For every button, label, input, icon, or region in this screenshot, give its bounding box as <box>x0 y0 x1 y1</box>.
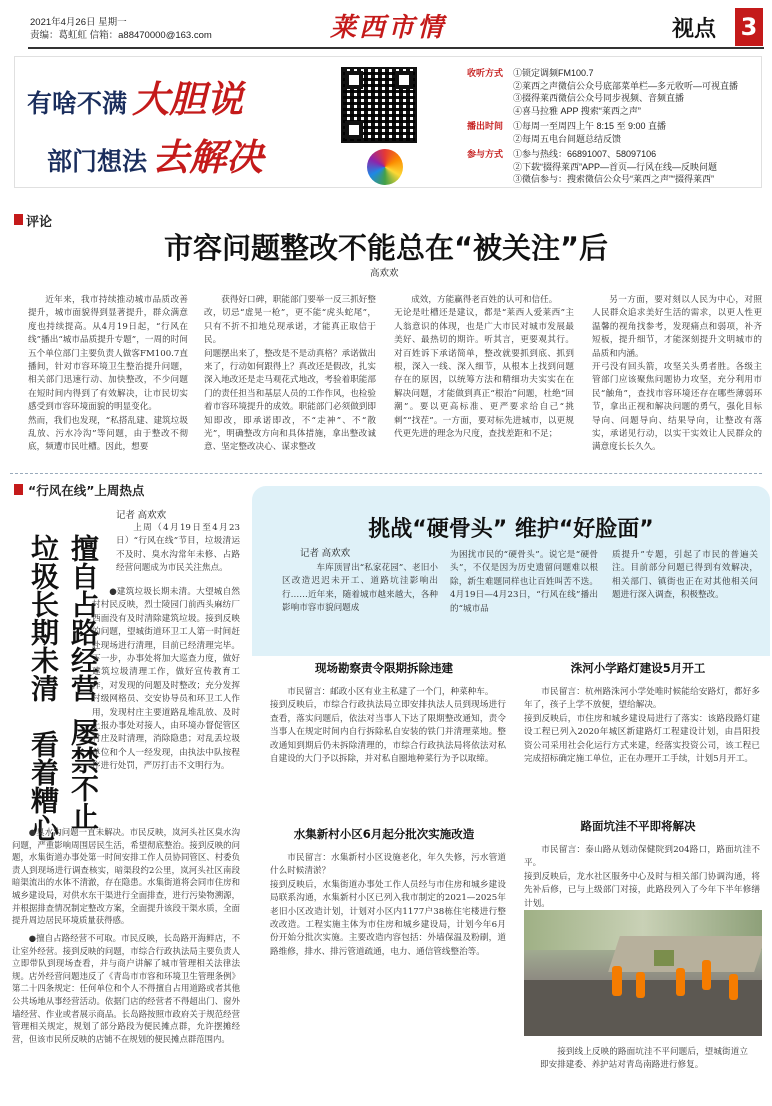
commentary-tag-marker <box>14 214 23 225</box>
join-label: 参与方式 <box>467 149 504 159</box>
join-item: ①参与热线：66891007、58097106 <box>513 149 657 159</box>
page-number: 3 <box>735 8 763 46</box>
commentary-col-2: 获得好口碑，职能部门要举一反三抓好整改，切忌“虚晃一枪”，更不能“虎头蛇尾”，只有不折不扣地兑现承诺，才能真正取信于民。 问题摆出来了，整改是不是动真格？承诺做出来了，行动如何跟得上？真改还是假改，扎实深入地改还是走马观花式地改，考验着职能部门的责任担当和基层人员的工作作风，也检验着市容环境提升的成效。职能部门必须做到即知即改，即承诺即改，不“走神”、不“散光”，明确整改方向和具体措施，拿出整改诚意、坚定整改决心、谋求整改 <box>204 295 376 453</box>
banner <box>14 56 762 188</box>
listen-item: ④喜马拉雅 APP 搜索“莱西之声” <box>513 105 641 116</box>
commentary-author: 高欢欢 <box>370 268 399 279</box>
issue-date: 2021年4月26日 星期一 <box>30 17 127 28</box>
join-item: ③微信参与：搜索微信公众号“莱西之声”“掇得莱西” <box>513 174 714 184</box>
time-list <box>513 120 763 145</box>
hot-item-2: ●臭水沟问题一直未解决。市民反映，岚河头社区臭水沟问题，严重影响周围居民生活，希望彻底整治。接到反映的问题，水集街道办事处第一时间安排工作人员协同管区、村委负责人到现场进行调查核实，暗渠段约2公里，岚河头社区南段暗渠流出的水体不清澈，存在隐患。水集街道将会同市住房和城乡建设局，对供水东干渠进行全面排查，进行污染物溯源，并根据排查情况制定整改方案，全面提升该段干渠水质，全面提升周边居民环境质量获得感。 <box>12 827 240 926</box>
story-2-title: 水集新村小区6月起分批次实施改造 <box>293 827 475 841</box>
feature-lead-1 <box>282 562 438 616</box>
join-item: ②下载“掇得莱西”APP—首页—行风在线—反映问题 <box>513 161 718 172</box>
feature-title: 挑战“硬骨头” 维护“好脸面” <box>368 517 654 542</box>
story-1-title: 现场勘察责令限期拆除违建 <box>315 661 453 675</box>
commentary-col-3: 成效，方能赢得老百姓的认可和信任。 无论是吐槽还是建议，都是“莱西人爱莱西”主人翁意识的体现，也是广大市民对城市发展最美好、最热切的期许。听其言，更要观其行。对百姓诉下承诺简单，整改就要抓到底、抓到根，深入一线、深入细节，从根本上找到问题存在的原因，以统筹方法和精细功夫实实在在解决问题，才能做到真正“根治”问题，杜绝“回潮”。要以更高标准、更严要求给自己“挑刺”“找茬”。一方面，要对标先进城市，以更规代更先进的理念为尺度，查找差距和不足； <box>394 295 574 440</box>
hot-tag-marker <box>14 484 23 495</box>
vertical-title-4: 看着糟心 <box>27 730 60 842</box>
section-divider <box>10 473 762 474</box>
editor-line: 责编：葛虹虹 信箱：a88470000@163.com <box>30 30 212 41</box>
road-repair-photo <box>524 910 762 1036</box>
vertical-title-3: 垃圾长期未清 <box>27 534 60 702</box>
time-label: 播出时间 <box>467 121 504 131</box>
listen-item: ①锁定调频FM100.7 <box>513 68 594 78</box>
section-name: 视点 <box>672 17 717 42</box>
feature-lead-1-text: 车库顶冒出“私家花园”、老旧小区改造迟迟未开工、道路坑洼影响出行……近年来，随着城市越来越大，各种影响市容市貌问题成 <box>282 563 438 614</box>
slogan-1b: 大胆说 <box>132 77 244 121</box>
commentary-col-1: 近年来，我市持续推动城市品质改善提升，城市面貌得到显著提升，群众满意度也持续提高。从4月19日起，“行风在线”播出“城市品质提升专题”，一周的时间五个单位部门主要负责人做客FM100.7直播间，针对市容环境卫生整治提升问题，相关部门迅速行动、加快整改，不少问题在短时间内得到了有效解决，让市民切实感受到市容环境面貌的明显变化。 然而，我们也发现，“私搭乱建、建筑垃圾乱放、污水冷沟”等问题，由于整改不彻底，频遭市民吐槽。因此，想要 <box>28 295 188 453</box>
feature-lead-3: 质提升”专题，引起了市民的普遍关注。目前部分问题已得到有效解决，相关部门、镇街也正在对其他相关问题进行深入调查，积极整改。 <box>612 550 758 601</box>
commentary-title: 市容问题整改不能总在“被关注”后 <box>163 231 609 265</box>
header-rule <box>28 47 764 49</box>
story-3-title: 洙河小学路灯建设5月开工 <box>570 661 706 675</box>
hot-item-1: ●建筑垃圾长期未清。大望城自然村村民反映，烈士陵园门前西头麻纺厂西面没有及时清除建筑垃圾。接到反映的问题，望城街道环卫工人第一时间赶赴现场进行清理，目前已经清理完毕。下一步，办事处将加大巡查力度，做好建筑垃圾清理工作，做好宣传教育工作，对发现的问题及时整改；充分发挥村级网格员、交安协导员和环卫工人作用，发现村庄主要道路乱堆乱放、及时上报办事处对接人，由环境办督促管区村庄及时清理，消除隐患；对乱丢垃圾单位和个人一经发现，由执法中队按程序进行处罚，严厉打击不文明行为。 <box>92 587 240 772</box>
time-item: ②每周五电台间题总结反馈 <box>513 133 622 144</box>
commentary-col-4: 另一方面，要对刻以人民为中心，对照人民群众追求美好生活的需求，以更人性更温馨的视角找参考，发现痛点和弱项，补齐短板，提升细节，才能深刻提升文明城市的品质和内涵。 开弓没有回头箭，攻坚关头勇者胜。各级主管部门应该聚焦问题协力攻坚，充分利用市民“触角”，查找市容环境还存在哪些薄弱环节，拿出正视和解决问题的勇气，强化目标导向、问题导向、结果导向，让整改有落实，承诺见行动，以实干实效让人民群众的满意度长长久久。 <box>592 295 762 453</box>
join-list <box>513 148 763 186</box>
story-2-text: 市民留言：水集新村小区设施老化，年久失修，污水管道什么时候清淤？ 接到反映后，水集街道办事处工作人员经与市住房和城乡建设局联系沟通，水集新村小区已列入我市制定的2021—2025年老旧小区改造计划，计划对小区内1177户38栋住宅楼进行整改改造。工程实施主体为市住房和城乡建设局，计划今年6月份开始分批次实施。主要改造内容包括：外墙保温及粉刷，道路维修，排水、排污管道疏通，电力、通信管线整治等。 <box>270 853 506 957</box>
listen-item: ②莱西之声微信公众号底部菜单栏—多元收听—可视直播 <box>513 80 739 91</box>
slogan-2b: 去解决 <box>152 135 264 179</box>
hot-author: 记者 高欢欢 <box>116 510 167 521</box>
listen-item: ③掇得莱西微信公众号同步视频、音频直播 <box>513 93 685 103</box>
radio-logo-icon <box>367 149 403 185</box>
hot-item-3: ●擅自占路经营不可取。市民反映，长岛路开海鲜店，不让室外经营。接到反映的问题，市综合行政执法局主要负责人立即带队到现场查看，并与商户讲解了城市管理相关法律法规。店外经营问题违反了《青岛市市容和环境卫生管理条例》第二十四条规定：任何单位和个人不得擅自占用道路或者其他公共场地从事经营活动。依据门店的经营者不得超出门、窗外墙经营、作业或者展示商品。长岛路按照市政府关于规范经营管理相关规定，规划了部分路段为便民摊点群，允许摆摊经营，但该市民所反映的店铺不在规划的便民摊点群范围内。 <box>12 933 240 1044</box>
hot-intro: 上周（4月19日至4月23日）“行风在线”节目，垃圾清运不及时、臭水沟常年未修、占路经营问题成为市民关注焦点。 <box>116 523 240 574</box>
listen-label: 收听方式 <box>467 68 504 78</box>
story-3-text: 市民留言：杭州路洙河小学处唯时候能给安路灯，都好多年了，孩子上学不放便，望给解决。 接到反映后，市住房和城乡建设局进行了落实：该路段路灯建设工程已列入2020年城区新建路灯工程建设计划，由昌阳投资公司采用社会化运行方式来建，经落实投资公司，该工程已完成招标确定施工单位，正在办理开工手续，计划5月开工。 <box>524 687 760 765</box>
story-1-text: 市民留言：邮政小区有业主私建了一个门，种菜种车。 接到反映后，市综合行政执法局立即安排执法人员到现场进行查看，落实问题后，依法对当事人下达了限期整改通知，责令当事人在规定时间内自行拆除私自安装的铁门并清理菜地。整改通知到期后仍未拆除清理的，市综合行政执法局将依法对私自建设的大门予以拆除，并对私自圈地种菜行为予以取缔。 <box>270 687 506 765</box>
listen-list <box>513 67 763 117</box>
masthead-logo: 莱西市情 <box>330 13 447 43</box>
feature-author: 记者 高欢欢 <box>300 548 351 559</box>
feature-lead-2: 为困扰市民的“硬骨头”。说它是“硬骨头”，不仅是因为历史遗留问题难以根除，新生难题同样也让百姓叫苦不迭。4月19日—4月23日，“行风在线”播出的“城市品 <box>450 550 598 614</box>
slogan-line-2 <box>47 127 263 181</box>
commentary-tag: 评论 <box>26 215 53 230</box>
photo-caption: 接到线上反映的路面坑洼不平问题后，望城街道立即安排建委、养护站对青岛南路进行修复。 <box>540 1047 748 1071</box>
time-item: ①每周一至周四上午 8:15 至 9:00 直播 <box>513 121 667 131</box>
story-4-text: 市民留言：泰山路从划动保健院到204路口，路面坑洼不平。 接到反映后，龙水社区服务中心及时与相关部门协调沟通，将先补后修，已与上级部门对接，此路段列入了今年下半年修缮计划。 <box>524 845 760 909</box>
qr-code-icon <box>341 67 417 143</box>
story-4-title: 路面坑洼不平即将解决 <box>580 819 696 833</box>
slogan-2a: 部门想法 <box>47 147 148 176</box>
hot-tag: “行风在线”上周热点 <box>28 483 145 498</box>
vertical-title-1: 擅自占路经营 <box>67 534 100 702</box>
vertical-title-2: 屡禁不止 <box>67 718 100 830</box>
slogan-line-1 <box>27 69 243 123</box>
slogan-1a: 有啥不满 <box>27 89 128 118</box>
